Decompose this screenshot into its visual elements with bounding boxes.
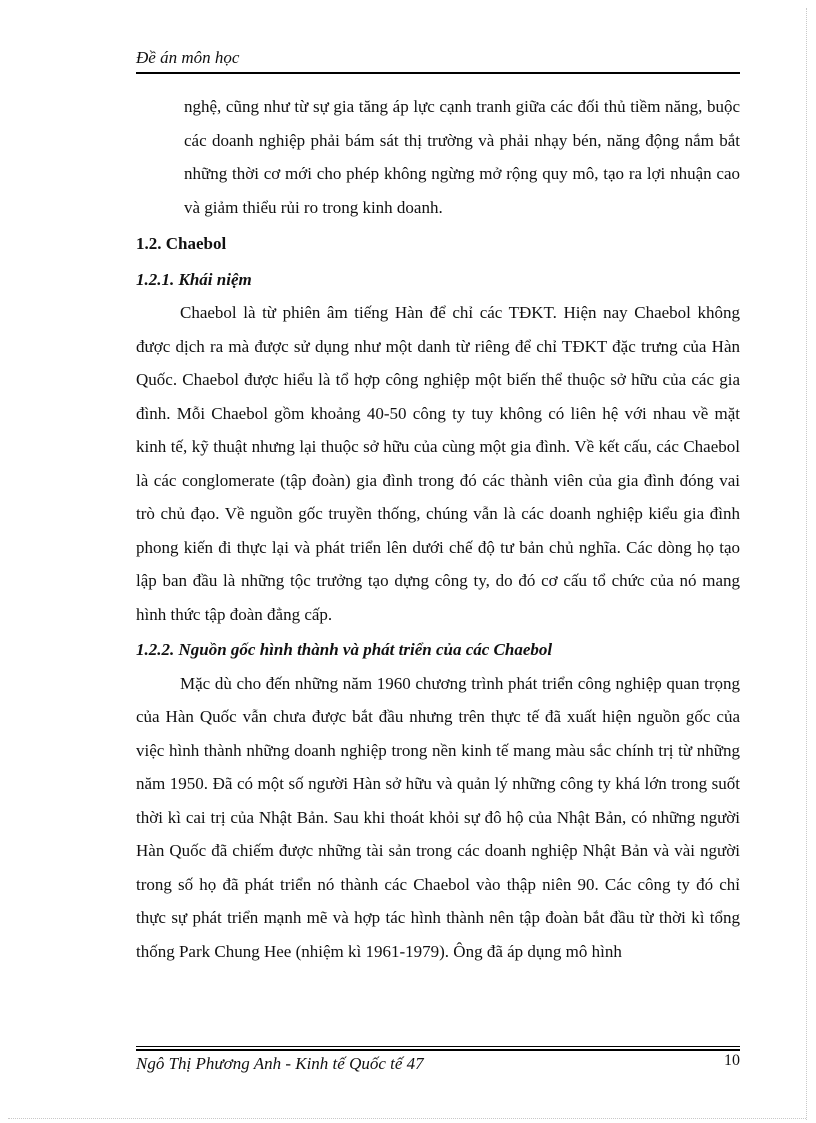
subsection-heading-1-2-1: 1.2.1. Khái niệm: [136, 269, 252, 289]
page-header: [136, 46, 740, 70]
paragraph-continued: nghệ, cũng như từ sự gia tăng áp lực cạnh tranh giữa các đối thủ tiềm năng, buộc các doanh nghiệp phải bám sát thị trường và phải nhạy bén, năng động nắm bắt những thời cơ mới cho phép không ngừng mở rộng quy mô, tạo ra lợi nhuận cao và giảm thiểu rủi ro trong kinh doanh.: [184, 97, 740, 217]
page-border-bottom: [8, 1118, 806, 1119]
paragraph-origin: Mặc dù cho đến những năm 1960 chương trình phát triển công nghiệp quan trọng của Hàn Quốc vẫn chưa được bắt đầu nhưng trên thực tế đã xuất hiện nguồn gốc của việc hình thành những doanh nghiệp trong nền kinh tế mang màu sắc chính trị từ những năm 1950. Đã có một số người Hàn sở hữu và quản lý những công ty khá lớn trong suốt thời kì cai trị của Nhật Bản. Sau khi thoát khỏi sự đô hộ của Nhật Bản, có những người Hàn Quốc đã chiếm được những tài sản trong các doanh nghiệp Nhật Bản và vài người trong số họ đã phát triển nó thành các Chaebol vào thập niên 90. Các công ty đó chỉ thực sự phát triển mạnh mẽ và hợp tác hình thành nên tập đoàn bắt đầu từ thời kì tổng thống Park Chung Hee (nhiệm kì 1961-1979). Ông đã áp dụng mô hình: [136, 673, 740, 961]
footer-rule-thick: [136, 1049, 740, 1051]
page-number: 10: [724, 1052, 740, 1069]
footer-rule: [136, 1046, 740, 1047]
footer-author: Ngô Thị Phương Anh - Kinh tế Quốc tế 47: [136, 1054, 424, 1073]
page-border-right: [806, 8, 807, 1120]
document-body: [136, 90, 740, 968]
paragraph-definition: Chaebol là từ phiên âm tiếng Hàn để chỉ các TĐKT. Hiện nay Chaebol không được dịch ra mà được sử dụng như một danh từ riêng để chỉ TĐKT đặc trưng của Hàn Quốc. Chaebol được hiểu là tổ hợp công nghiệp một biến thể thuộc sở hữu của các gia đình. Mỗi Chaebol gồm khoảng 40-50 công ty tuy không có liên hệ với nhau về mặt kinh tế, kỹ thuật nhưng lại thuộc sở hữu của cùng một gia đình. Về kết cấu, các Chaebol là các conglomerate (tập đoàn) gia đình trong đó các thành viên của gia đình đóng vai trò chủ đạo. Về nguồn gốc truyền thống, chúng vẫn là các doanh nghiệp kiểu gia đình phong kiến đi thực lại và phát triển lên dưới chế độ tư bản chủ nghĩa. Các dòng họ tạo lập ban đầu là những tộc trưởng tạo dựng công ty, do đó cơ cấu tổ chức của nó mang hình thức tập đoàn đẳng cấp.: [136, 303, 740, 624]
section-heading-1-2: 1.2. Chaebol: [136, 234, 227, 253]
header-title: Đề án môn học: [136, 48, 240, 67]
subsection-heading-1-2-2: 1.2.2. Nguồn gốc hình thành và phát triển của các Chaebol: [136, 640, 553, 659]
header-rule: [136, 72, 740, 74]
